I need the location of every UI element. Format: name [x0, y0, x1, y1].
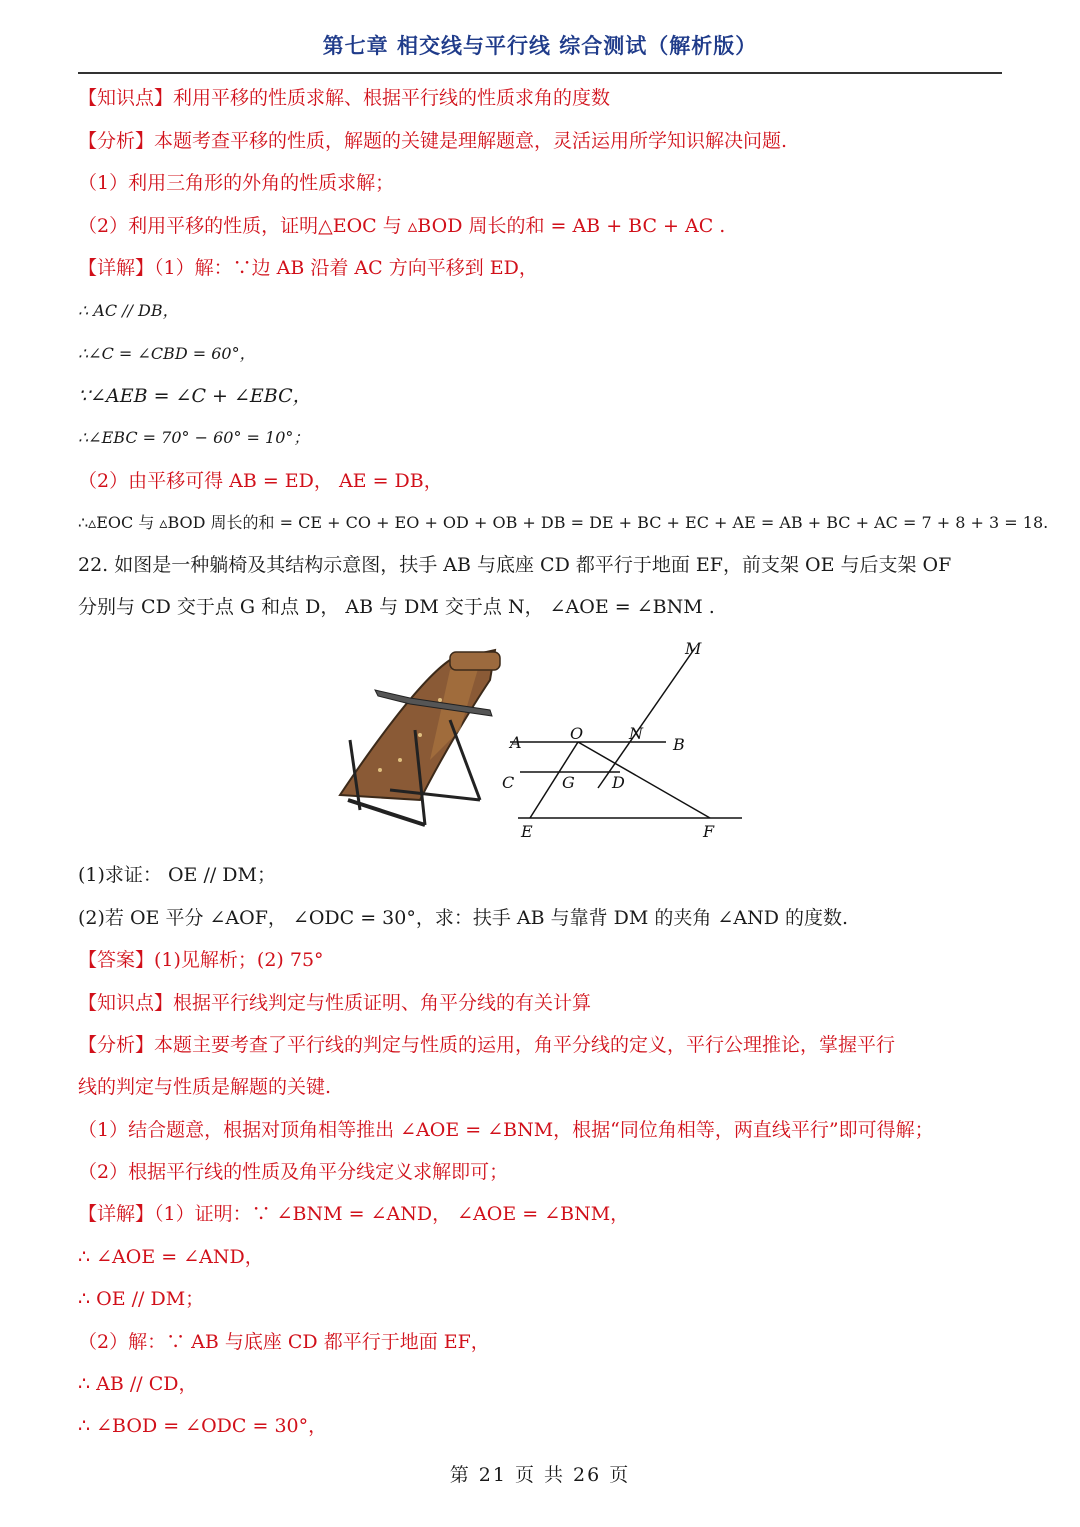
question-22-part-2: (2)若 OE 平分 ∠AOF， ∠ODC = 30°，求：扶手 AB 与靠背 DM 的夹角 ∠AND 的度数. — [78, 907, 849, 929]
prev-step-2: ∴∠C = ∠CBD = 60°， — [78, 344, 256, 363]
label-C: C — [502, 773, 515, 792]
analysis-line-2: 线的判定与性质是解题的关键. — [78, 1076, 332, 1098]
analysis-line-1: 【分析】本题主要考查了平行线的判定与性质的运用，角平分线的定义，平行公理推论，掌握平行 — [78, 1034, 896, 1056]
label-F: F — [703, 822, 715, 841]
label-D: D — [612, 773, 625, 792]
label-N: N — [629, 724, 643, 743]
figure-svg — [330, 640, 750, 850]
prev-step-3: ∵∠AEB = ∠C + ∠EBC， — [78, 385, 312, 407]
prev-step-1: ∴ AC // DB， — [78, 301, 179, 320]
prev-detail: 【详解】（1）解：∵边 AB 沿着 AC 方向平移到 ED， — [78, 257, 538, 279]
label-O: O — [570, 724, 584, 743]
prev-step-5: （2）由平移可得 AB = ED， AE = DB， — [78, 470, 443, 492]
question-22-stem-1: 22. 如图是一种躺椅及其结构示意图，扶手 AB 与底座 CD 都平行于地面 EF，前支架 OE 与后支架 OF — [78, 554, 952, 576]
detail-6: ∴ ∠BOD = ∠ODC = 30°， — [78, 1415, 328, 1437]
prev-analysis-1: （1）利用三角形的外角的性质求解； — [78, 172, 395, 194]
detail-2: ∴ ∠AOE = ∠AND， — [78, 1246, 264, 1268]
label-M: M — [685, 640, 702, 658]
detail-1: 【详解】（1）证明：∵ ∠BNM = ∠AND， ∠AOE = ∠BNM， — [78, 1203, 630, 1225]
line-OF — [578, 742, 710, 818]
figure-chair-diagram — [330, 640, 750, 850]
header-divider — [78, 72, 1002, 74]
page-header-title: 第七章 相交线与平行线 综合测试（解析版） — [322, 34, 758, 58]
label-E: E — [521, 822, 533, 841]
page-footer: 第 21 页 共 26 页 — [449, 1464, 631, 1486]
detail-4: （2）解：∵ AB 与底座 CD 都平行于地面 EF， — [78, 1331, 490, 1353]
prev-analysis-2: （2）利用平移的性质，证明△EOC 与 ▵BOD 周长的和 = AB + BC + AC . — [78, 215, 726, 237]
question-22-part-1: (1)求证： OE // DM； — [78, 864, 276, 886]
detail-5: ∴ AB // CD， — [78, 1373, 198, 1395]
answer: 【答案】(1)见解析；(2) 75° — [78, 949, 324, 971]
analysis-part-1: （1）结合题意，根据对顶角相等推出 ∠AOE = ∠BNM，根据“同位角相等，两直线平行”即可得解； — [78, 1119, 934, 1141]
prev-knowledge: 【知识点】利用平移的性质求解、根据平行线的性质求角的度数 — [78, 87, 611, 109]
line-DM — [598, 648, 695, 788]
detail-3: ∴ OE // DM； — [78, 1288, 205, 1310]
chair-photo — [340, 650, 500, 825]
question-22-stem-2: 分别与 CD 交于点 G 和点 D， AB 与 DM 交于点 N， ∠AOE = ∠BNM . — [78, 596, 715, 618]
knowledge-point: 【知识点】根据平行线判定与性质证明、角平分线的有关计算 — [78, 992, 592, 1014]
geometry-lines — [510, 648, 742, 818]
analysis-part-2: （2）根据平行线的性质及角平分线定义求解即可； — [78, 1161, 509, 1183]
prev-analysis: 【分析】本题考查平移的性质，解题的关键是理解题意，灵活运用所学知识解决问题. — [78, 130, 788, 152]
prev-step-4: ∴∠EBC = 70° − 60° = 10°； — [78, 428, 310, 447]
label-A: A — [510, 733, 522, 752]
label-B: B — [673, 735, 685, 754]
label-G: G — [562, 773, 575, 792]
prev-step-6: ∴▵EOC 与 ▵BOD 周长的和 = CE + CO + EO + OD + OB + DB = DE + BC + EC + AE = AB + BC + AC = 7 + 8 + 3 = 18. — [78, 513, 1049, 532]
